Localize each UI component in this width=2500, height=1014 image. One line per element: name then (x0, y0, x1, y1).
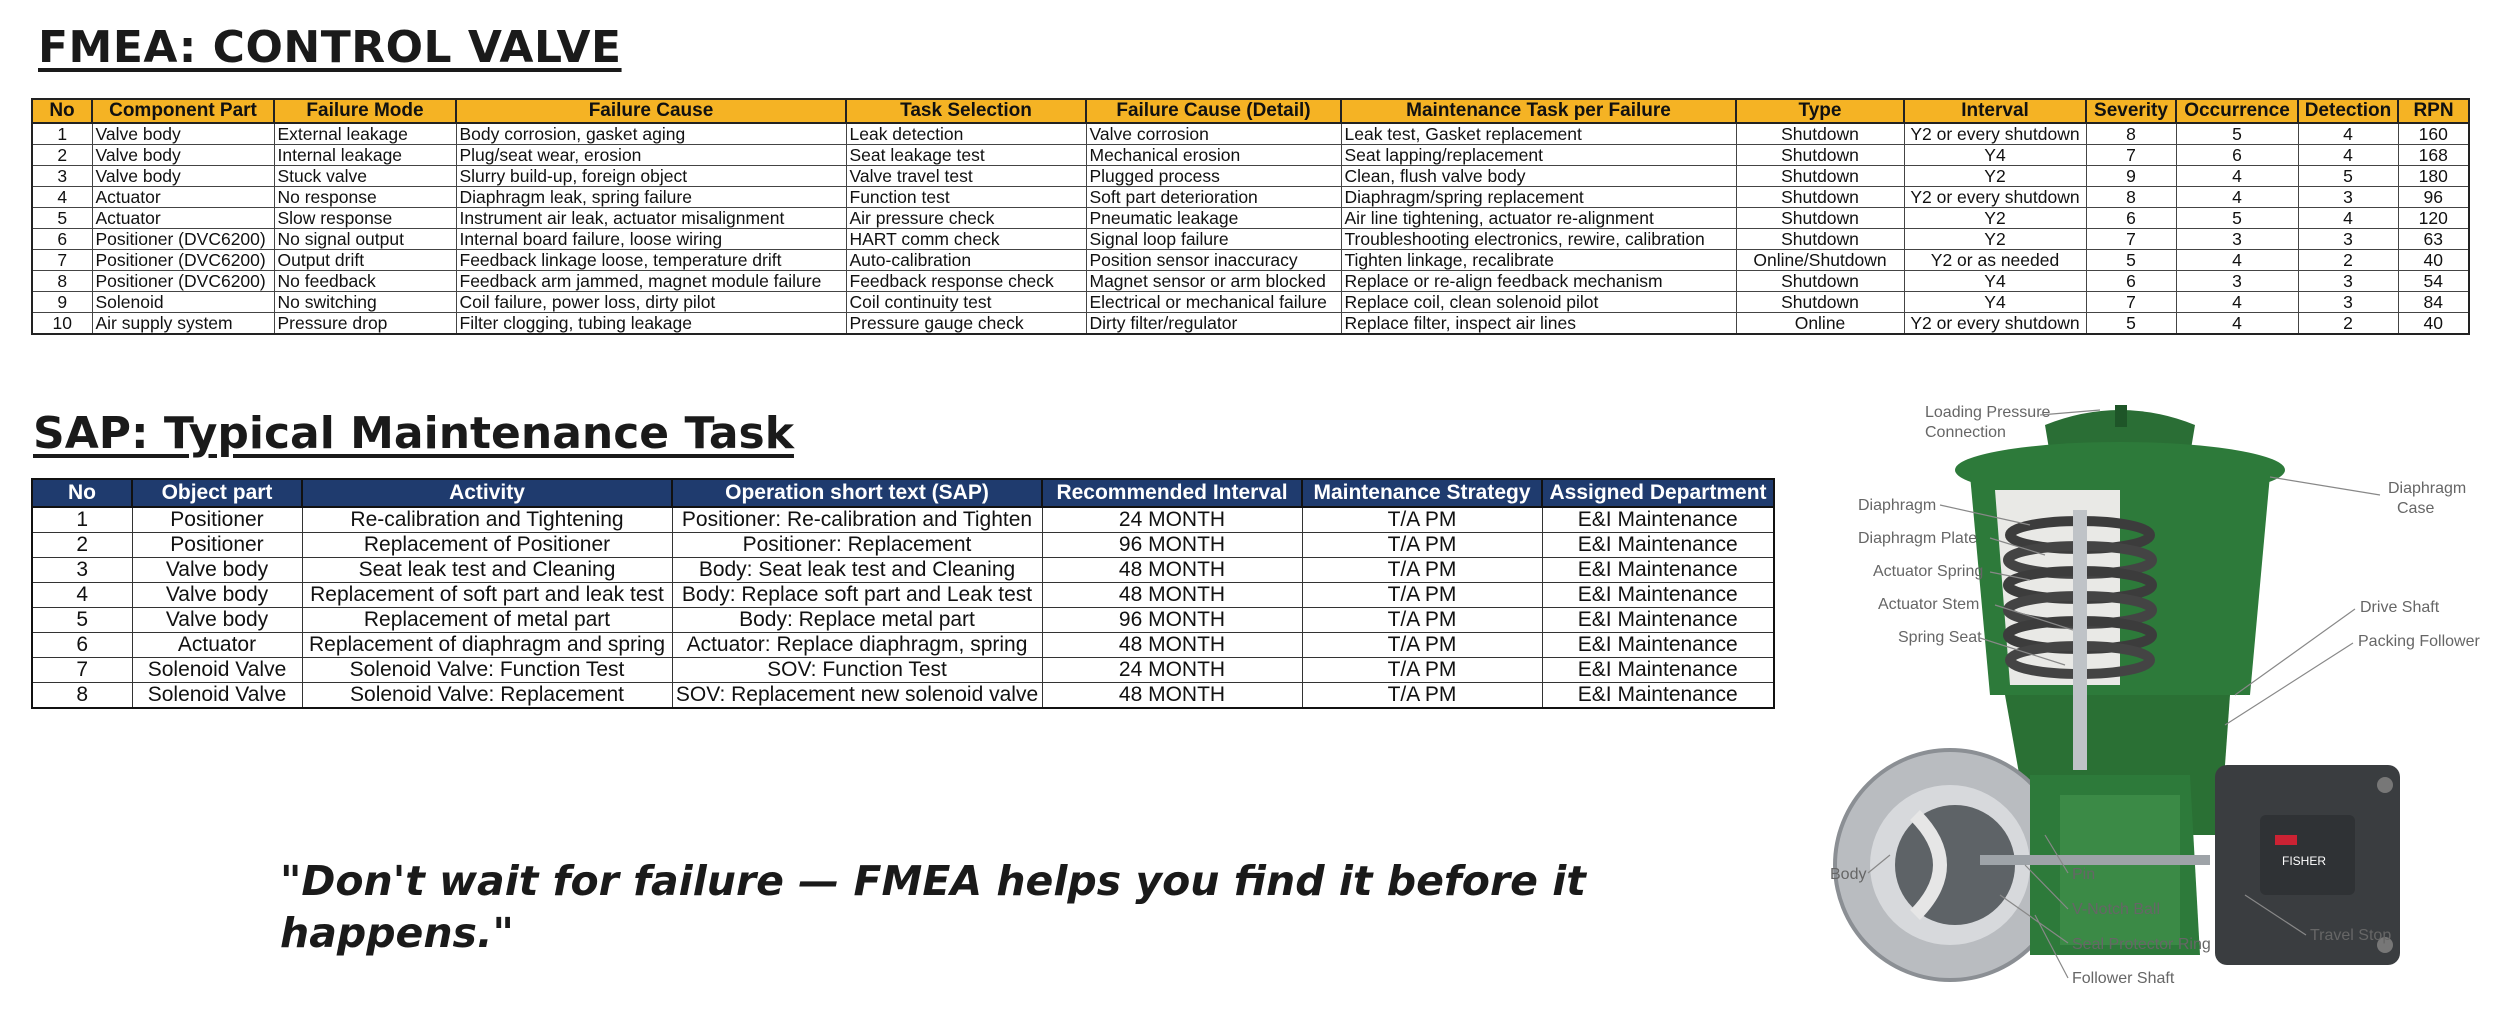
fmea-header-task-selection: Task Selection (846, 99, 1086, 123)
label-packing-follower: Packing Follower (2358, 633, 2480, 650)
sap-table (31, 478, 1775, 709)
fmea-cell: Slow response (274, 208, 456, 229)
fmea-cell: Plug/seat wear, erosion (456, 145, 846, 166)
fmea-cell: 5 (2086, 313, 2176, 335)
fmea-cell: Diaphragm leak, spring failure (456, 187, 846, 208)
sap-cell: Replacement of Positioner (302, 533, 672, 558)
fmea-cell: Replace or re-align feedback mechanism (1341, 271, 1736, 292)
quote-text: "Don't wait for failure — FMEA helps you find it before it happens." (280, 857, 1586, 957)
sap-cell: E&I Maintenance (1542, 533, 1774, 558)
fmea-cell: Position sensor inaccuracy (1086, 250, 1341, 271)
fmea-table-row (32, 313, 2469, 335)
sap-header-operation-short-text-sap: Operation short text (SAP) (672, 479, 1042, 507)
fmea-cell: 3 (2298, 187, 2398, 208)
fmea-cell: 7 (32, 250, 92, 271)
fmea-cell: Coil failure, power loss, dirty pilot (456, 292, 846, 313)
fmea-cell: Actuator (92, 187, 274, 208)
sap-cell: E&I Maintenance (1542, 507, 1774, 533)
fmea-cell: Shutdown (1736, 208, 1904, 229)
sap-cell: 1 (32, 507, 132, 533)
fmea-cell: 4 (2298, 145, 2398, 166)
sap-cell: Positioner (132, 507, 302, 533)
fmea-cell: Tighten linkage, recalibrate (1341, 250, 1736, 271)
fmea-cell: 96 (2398, 187, 2469, 208)
fmea-header-rpn: RPN (2398, 99, 2469, 123)
sap-cell: Solenoid Valve (132, 683, 302, 709)
fmea-cell: Slurry build-up, foreign object (456, 166, 846, 187)
fmea-cell: Auto-calibration (846, 250, 1086, 271)
label-loading-pressure: Loading Pressure (1925, 404, 2051, 421)
fmea-cell: 10 (32, 313, 92, 335)
fmea-cell: Y2 (1904, 208, 2086, 229)
sap-cell: Seat leak test and Cleaning (302, 558, 672, 583)
fmea-cell: 4 (2176, 250, 2298, 271)
fmea-cell: Valve body (92, 123, 274, 145)
fmea-cell: Y2 or as needed (1904, 250, 2086, 271)
fmea-cell: Mechanical erosion (1086, 145, 1341, 166)
fmea-cell: Air supply system (92, 313, 274, 335)
fmea-cell: 120 (2398, 208, 2469, 229)
fmea-header-row (32, 99, 2469, 123)
fmea-cell: Y2 or every shutdown (1904, 313, 2086, 335)
sap-cell: SOV: Function Test (672, 658, 1042, 683)
fmea-cell: 3 (2298, 271, 2398, 292)
fmea-cell: Feedback arm jammed, magnet module failure (456, 271, 846, 292)
fmea-cell: Valve travel test (846, 166, 1086, 187)
sap-cell: T/A PM (1302, 608, 1542, 633)
sap-cell: Positioner (132, 533, 302, 558)
fmea-cell: Electrical or mechanical failure (1086, 292, 1341, 313)
sap-cell: T/A PM (1302, 658, 1542, 683)
sap-table-row (32, 533, 1774, 558)
sap-header-maintenance-strategy: Maintenance Strategy (1302, 479, 1542, 507)
fmea-cell: Plugged process (1086, 166, 1341, 187)
fmea-cell: Y2 (1904, 166, 2086, 187)
fmea-table-row (32, 229, 2469, 250)
fmea-cell: No switching (274, 292, 456, 313)
fmea-cell: 3 (2176, 229, 2298, 250)
fmea-cell: 5 (32, 208, 92, 229)
fmea-table-row (32, 166, 2469, 187)
fmea-cell: Online (1736, 313, 1904, 335)
fmea-cell: No feedback (274, 271, 456, 292)
fmea-cell: 4 (32, 187, 92, 208)
fmea-cell: 7 (2086, 292, 2176, 313)
sap-cell: Body: Replace soft part and Leak test (672, 583, 1042, 608)
fmea-cell: 3 (2298, 292, 2398, 313)
fmea-table-row (32, 187, 2469, 208)
fmea-cell: 6 (2176, 145, 2298, 166)
sap-table-row (32, 633, 1774, 658)
fmea-cell: 40 (2398, 313, 2469, 335)
sap-cell: T/A PM (1302, 583, 1542, 608)
fmea-cell: Body corrosion, gasket aging (456, 123, 846, 145)
sap-table-row (32, 558, 1774, 583)
fmea-table-row (32, 123, 2469, 145)
fmea-title: FMEA: CONTROL VALVE (38, 22, 622, 73)
fmea-cell: 5 (2298, 166, 2398, 187)
fmea-cell: Feedback linkage loose, temperature drift (456, 250, 846, 271)
fmea-cell: No response (274, 187, 456, 208)
fmea-header-failure-cause-detail: Failure Cause (Detail) (1086, 99, 1341, 123)
sap-cell: Positioner: Re-calibration and Tighten (672, 507, 1042, 533)
fmea-cell: Pneumatic leakage (1086, 208, 1341, 229)
fmea-header-failure-mode: Failure Mode (274, 99, 456, 123)
label-diaphragm-case-2: Case (2397, 500, 2435, 517)
sap-cell: Valve body (132, 608, 302, 633)
fmea-cell: Filter clogging, tubing leakage (456, 313, 846, 335)
fmea-cell: Internal board failure, loose wiring (456, 229, 846, 250)
fmea-table-row (32, 292, 2469, 313)
sap-cell: Body: Replace metal part (672, 608, 1042, 633)
sap-title: SAP: Typical Maintenance Task (33, 408, 794, 459)
fmea-cell: 54 (2398, 271, 2469, 292)
sap-cell: E&I Maintenance (1542, 683, 1774, 709)
fmea-cell: Shutdown (1736, 229, 1904, 250)
fmea-cell: Solenoid (92, 292, 274, 313)
sap-header-object-part: Object part (132, 479, 302, 507)
sap-cell: Valve body (132, 583, 302, 608)
fmea-cell: Instrument air leak, actuator misalignment (456, 208, 846, 229)
sap-cell: Replacement of metal part (302, 608, 672, 633)
fmea-cell: 5 (2086, 250, 2176, 271)
fmea-cell: 9 (32, 292, 92, 313)
label-seal-protector-ring: Seal Protector Ring (2072, 936, 2211, 953)
sap-cell: T/A PM (1302, 507, 1542, 533)
sap-cell: Body: Seat leak test and Cleaning (672, 558, 1042, 583)
fmea-cell: 180 (2398, 166, 2469, 187)
sap-header-assigned-department: Assigned Department (1542, 479, 1774, 507)
fmea-cell: Diaphragm/spring replacement (1341, 187, 1736, 208)
fmea-cell: HART comm check (846, 229, 1086, 250)
label-diaphragm: Diaphragm (1858, 497, 1937, 514)
fmea-cell: Troubleshooting electronics, rewire, calibration (1341, 229, 1736, 250)
fmea-cell: 7 (2086, 145, 2176, 166)
fmea-cell: 2 (32, 145, 92, 166)
fmea-cell: Internal leakage (274, 145, 456, 166)
sap-cell: E&I Maintenance (1542, 583, 1774, 608)
fmea-cell: External leakage (274, 123, 456, 145)
label-diaphragm-case-1: Diaphragm (2388, 480, 2467, 497)
sap-cell: SOV: Replacement new solenoid valve (672, 683, 1042, 709)
label-body: Body (1830, 866, 1867, 883)
fmea-cell: 8 (2086, 187, 2176, 208)
fmea-cell: 2 (2298, 313, 2398, 335)
sap-header-no: No (32, 479, 132, 507)
label-v-notch-ball: V-Notch Ball (2072, 901, 2161, 918)
sap-cell: Valve body (132, 558, 302, 583)
fmea-table-row (32, 145, 2469, 166)
fmea-cell: Air pressure check (846, 208, 1086, 229)
sap-cell: E&I Maintenance (1542, 633, 1774, 658)
fmea-cell: 5 (2176, 123, 2298, 145)
sap-cell: 4 (32, 583, 132, 608)
sap-cell: 8 (32, 683, 132, 709)
label-spring-seat: Spring Seat (1898, 629, 1982, 646)
fmea-cell: Replace filter, inspect air lines (1341, 313, 1736, 335)
sap-cell: 3 (32, 558, 132, 583)
fmea-cell: Y2 (1904, 229, 2086, 250)
fmea-header-component-part: Component Part (92, 99, 274, 123)
fmea-cell: Signal loop failure (1086, 229, 1341, 250)
sap-table-row (32, 583, 1774, 608)
fmea-cell: 8 (32, 271, 92, 292)
sap-cell: Solenoid Valve: Function Test (302, 658, 672, 683)
fmea-cell: Shutdown (1736, 145, 1904, 166)
sap-table-row (32, 608, 1774, 633)
sap-cell: E&I Maintenance (1542, 558, 1774, 583)
positioner-brand-text: FISHER (2282, 854, 2327, 868)
fmea-cell: 3 (32, 166, 92, 187)
fmea-cell: Clean, flush valve body (1341, 166, 1736, 187)
sap-cell: Replacement of diaphragm and spring (302, 633, 672, 658)
sap-cell: 48 MONTH (1042, 683, 1302, 709)
fmea-cell: 5 (2176, 208, 2298, 229)
sap-cell: Actuator (132, 633, 302, 658)
sap-cell: Actuator: Replace diaphragm, spring (672, 633, 1042, 658)
fmea-cell: 4 (2176, 166, 2298, 187)
fmea-cell: Shutdown (1736, 123, 1904, 145)
fmea-cell: 4 (2176, 292, 2298, 313)
sap-cell: 2 (32, 533, 132, 558)
fmea-cell: Dirty filter/regulator (1086, 313, 1341, 335)
fmea-header-type: Type (1736, 99, 1904, 123)
fmea-cell: 8 (2086, 123, 2176, 145)
sap-cell: 7 (32, 658, 132, 683)
fmea-cell: Pressure drop (274, 313, 456, 335)
label-connection: Connection (1925, 424, 2006, 441)
fmea-cell: Leak detection (846, 123, 1086, 145)
fmea-cell: No signal output (274, 229, 456, 250)
sap-cell: Solenoid Valve: Replacement (302, 683, 672, 709)
sap-cell: 6 (32, 633, 132, 658)
label-pin: Pin (2072, 866, 2096, 883)
label-actuator-spring: Actuator Spring (1873, 563, 1984, 580)
sap-cell: T/A PM (1302, 683, 1542, 709)
fmea-cell: 84 (2398, 292, 2469, 313)
fmea-cell: 2 (2298, 250, 2398, 271)
fmea-cell: Seat leakage test (846, 145, 1086, 166)
label-follower-shaft: Follower Shaft (2072, 970, 2175, 987)
fmea-cell: 4 (2176, 187, 2298, 208)
sap-cell: E&I Maintenance (1542, 658, 1774, 683)
sap-cell: Positioner: Replacement (672, 533, 1042, 558)
fmea-cell: Valve corrosion (1086, 123, 1341, 145)
fmea-cell: Shutdown (1736, 271, 1904, 292)
fmea-cell: 3 (2298, 229, 2398, 250)
label-diaphragm-plate: Diaphragm Plate (1858, 530, 1978, 547)
sap-cell: 24 MONTH (1042, 507, 1302, 533)
fmea-cell: Y4 (1904, 292, 2086, 313)
sap-cell: 96 MONTH (1042, 533, 1302, 558)
sap-cell: Re-calibration and Tightening (302, 507, 672, 533)
fmea-cell: 6 (2086, 208, 2176, 229)
fmea-header-detection: Detection (2298, 99, 2398, 123)
fmea-cell: 9 (2086, 166, 2176, 187)
fmea-cell: Leak test, Gasket replacement (1341, 123, 1736, 145)
fmea-header-occurrence: Occurrence (2176, 99, 2298, 123)
sap-cell: 48 MONTH (1042, 633, 1302, 658)
fmea-cell: 160 (2398, 123, 2469, 145)
fmea-header-interval: Interval (1904, 99, 2086, 123)
sap-cell: T/A PM (1302, 633, 1542, 658)
fmea-header-severity: Severity (2086, 99, 2176, 123)
fmea-cell: Positioner (DVC6200) (92, 250, 274, 271)
fmea-cell: Stuck valve (274, 166, 456, 187)
fmea-cell: Coil continuity test (846, 292, 1086, 313)
fmea-cell: Y4 (1904, 271, 2086, 292)
fmea-cell: Y4 (1904, 145, 2086, 166)
sap-cell: Replacement of soft part and leak test (302, 583, 672, 608)
fmea-cell: 40 (2398, 250, 2469, 271)
fmea-cell: Online/Shutdown (1736, 250, 1904, 271)
fmea-cell: 168 (2398, 145, 2469, 166)
sap-cell: 24 MONTH (1042, 658, 1302, 683)
fmea-cell: Valve body (92, 166, 274, 187)
sap-header-activity: Activity (302, 479, 672, 507)
fmea-cell: Output drift (274, 250, 456, 271)
fmea-cell: 3 (2176, 271, 2298, 292)
fmea-cell: Valve body (92, 145, 274, 166)
fmea-header-failure-cause: Failure Cause (456, 99, 846, 123)
fmea-cell: 1 (32, 123, 92, 145)
fmea-cell: Function test (846, 187, 1086, 208)
fmea-cell: Shutdown (1736, 292, 1904, 313)
fmea-cell: Soft part deterioration (1086, 187, 1341, 208)
fmea-table-row (32, 250, 2469, 271)
sap-cell: 48 MONTH (1042, 583, 1302, 608)
sap-cell: 96 MONTH (1042, 608, 1302, 633)
fmea-cell: Replace coil, clean solenoid pilot (1341, 292, 1736, 313)
sap-cell: T/A PM (1302, 533, 1542, 558)
fmea-cell: Air line tightening, actuator re-alignment (1341, 208, 1736, 229)
sap-cell: E&I Maintenance (1542, 608, 1774, 633)
sap-cell: T/A PM (1302, 558, 1542, 583)
fmea-cell: Y2 or every shutdown (1904, 123, 2086, 145)
sap-cell: 48 MONTH (1042, 558, 1302, 583)
sap-header-row (32, 479, 1774, 507)
fmea-cell: Pressure gauge check (846, 313, 1086, 335)
fmea-header-no: No (32, 99, 92, 123)
fmea-cell: Seat lapping/replacement (1341, 145, 1736, 166)
fmea-cell: 4 (2298, 123, 2398, 145)
fmea-cell: 6 (32, 229, 92, 250)
fmea-table-row (32, 271, 2469, 292)
sap-header-recommended-interval: Recommended Interval (1042, 479, 1302, 507)
fmea-cell: Y2 or every shutdown (1904, 187, 2086, 208)
control-valve-diagram (1830, 395, 2490, 1005)
fmea-cell: 63 (2398, 229, 2469, 250)
sap-table-row (32, 683, 1774, 709)
fmea-cell: 4 (2298, 208, 2398, 229)
fmea-cell: Shutdown (1736, 166, 1904, 187)
fmea-cell: Feedback response check (846, 271, 1086, 292)
fmea-table-row (32, 208, 2469, 229)
sap-table-row (32, 507, 1774, 533)
fmea-cell: Magnet sensor or arm blocked (1086, 271, 1341, 292)
label-drive-shaft: Drive Shaft (2360, 599, 2440, 616)
fmea-cell: 4 (2176, 313, 2298, 335)
fmea-cell: Actuator (92, 208, 274, 229)
sap-cell: Solenoid Valve (132, 658, 302, 683)
fmea-cell: Positioner (DVC6200) (92, 229, 274, 250)
label-actuator-stem: Actuator Stem (1878, 596, 1980, 613)
fmea-header-maintenance-task-per-failure: Maintenance Task per Failure (1341, 99, 1736, 123)
fmea-cell: Shutdown (1736, 187, 1904, 208)
sap-cell: 5 (32, 608, 132, 633)
label-travel-stop: Travel Stop (2310, 927, 2392, 944)
fmea-table (31, 98, 2470, 335)
sap-table-row (32, 658, 1774, 683)
fmea-cell: 7 (2086, 229, 2176, 250)
fmea-cell: Positioner (DVC6200) (92, 271, 274, 292)
fmea-cell: 6 (2086, 271, 2176, 292)
